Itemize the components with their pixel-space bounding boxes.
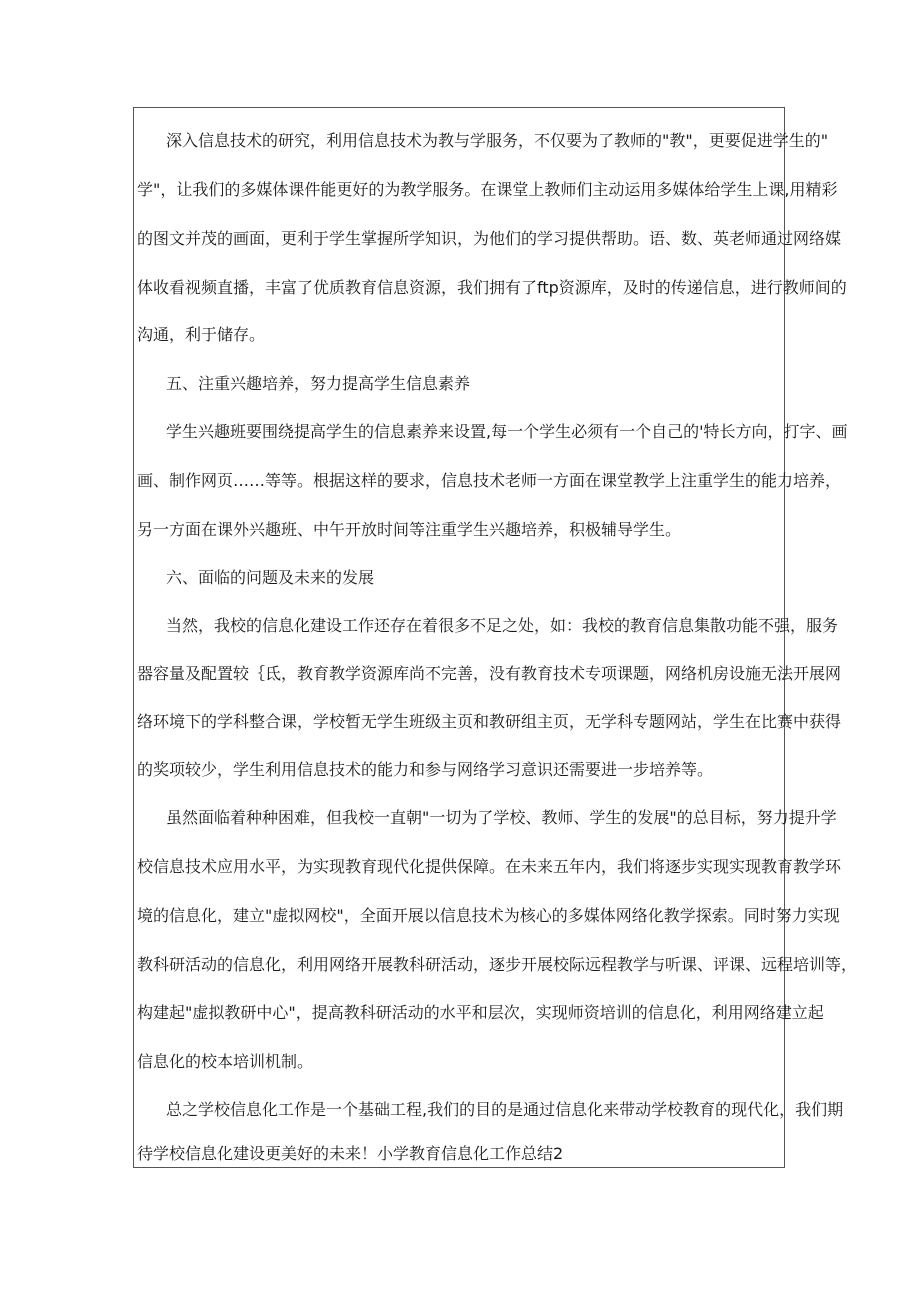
paragraph-4-line-3: 境的信息化，建立"虚拟网校"，全面开展以信息技术为核心的多媒体网络化教学探索。同时努力实现 (137, 906, 840, 925)
section-heading-6: 六、面临的问题及未来的发展 (166, 568, 375, 587)
paragraph-2-line-3: 另一方面在课外兴趣班、中午开放时间等注重学生兴趣培养，积极辅导学生。 (137, 520, 682, 539)
paragraph-1-line-5: 沟通，利于储存。 (137, 325, 266, 344)
paragraph-5-line-2: 待学校信息化建设更美好的未来！小学教育信息化工作总结2 (137, 1144, 564, 1163)
paragraph-4-line-4: 教科研活动的信息化，利用网络开展教科研活动，逐步开展校际远程教学与听课、评课、远程培训等， (137, 955, 858, 974)
paragraph-1-line-4: 体收看视频直播，丰富了优质教育信息资源，我们拥有了ftp资源库，及时的传递信息，进行教师间的 (137, 278, 847, 297)
section-heading-5: 五、注重兴趣培养，努力提高学生信息素养 (166, 374, 471, 393)
paragraph-3-line-2: 器容量及配置较｛氐，教育教学资源库尚不完善，没有教育技术专项课题，网络机房设施无法开展网 (137, 664, 842, 683)
paragraph-4-line-6: 信息化的校本培训机制。 (137, 1052, 314, 1071)
paragraph-3-line-1: 当然，我校的信息化建设工作还存在着很多不足之处，如：我校的教育信息集散功能不强，服务 (166, 616, 839, 635)
paragraph-4-line-5: 构建起"虚拟教研中心"，提高教科研活动的水平和层次，实现师资培训的信息化，利用网络建立起 (137, 1003, 824, 1022)
paragraph-4-line-2: 校信息技术应用水平，为实现教育现代化提供保障。在未来五年内，我们将逐步实现实现教育教学环 (137, 857, 842, 876)
paragraph-5-line-1: 总之学校信息化工作是一个基础工程,我们的目的是通过信息化来带动学校教育的现代化，我们期 (166, 1100, 844, 1119)
paragraph-2-line-2: 画、制作网页……等等。根据这样的要求，信息技术老师一方面在课堂教学上注重学生的能力培养， (137, 471, 842, 490)
paragraph-2-line-1: 学生兴趣班要围绕提高学生的信息素养来设置,每一个学生必须有一个自己的'特长方向，打字、画 (166, 422, 848, 441)
paragraph-1-line-2: 学"，让我们的多媒体课件能更好的为教学服务。在课堂上教师们主动运用多媒体给学生上课,用精彩 (137, 180, 838, 199)
paragraph-1-line-3: 的图文并茂的画面，更利于学生掌握所学知识，为他们的学习提供帮助。语、数、英老师通过网络媒 (137, 229, 842, 248)
paragraph-3-line-4: 的奖项较少，学生利用信息技术的能力和参与网络学习意识还需要进一步培养等。 (137, 760, 714, 779)
paragraph-1-line-1: 深入信息技术的研究，利用信息技术为教与学服务，不仅要为了教师的"教"，更要促进学生的" (166, 131, 829, 150)
paragraph-4-line-1: 虽然面临着种种困难，但我校一直朝"一切为了学校、教师、学生的发展"的总目标，努力提升学 (166, 808, 837, 827)
paragraph-3-line-3: 络环境下的学科整合课，学校暂无学生班级主页和教研组主页，无学科专题网站，学生在比赛中获得 (137, 712, 842, 731)
